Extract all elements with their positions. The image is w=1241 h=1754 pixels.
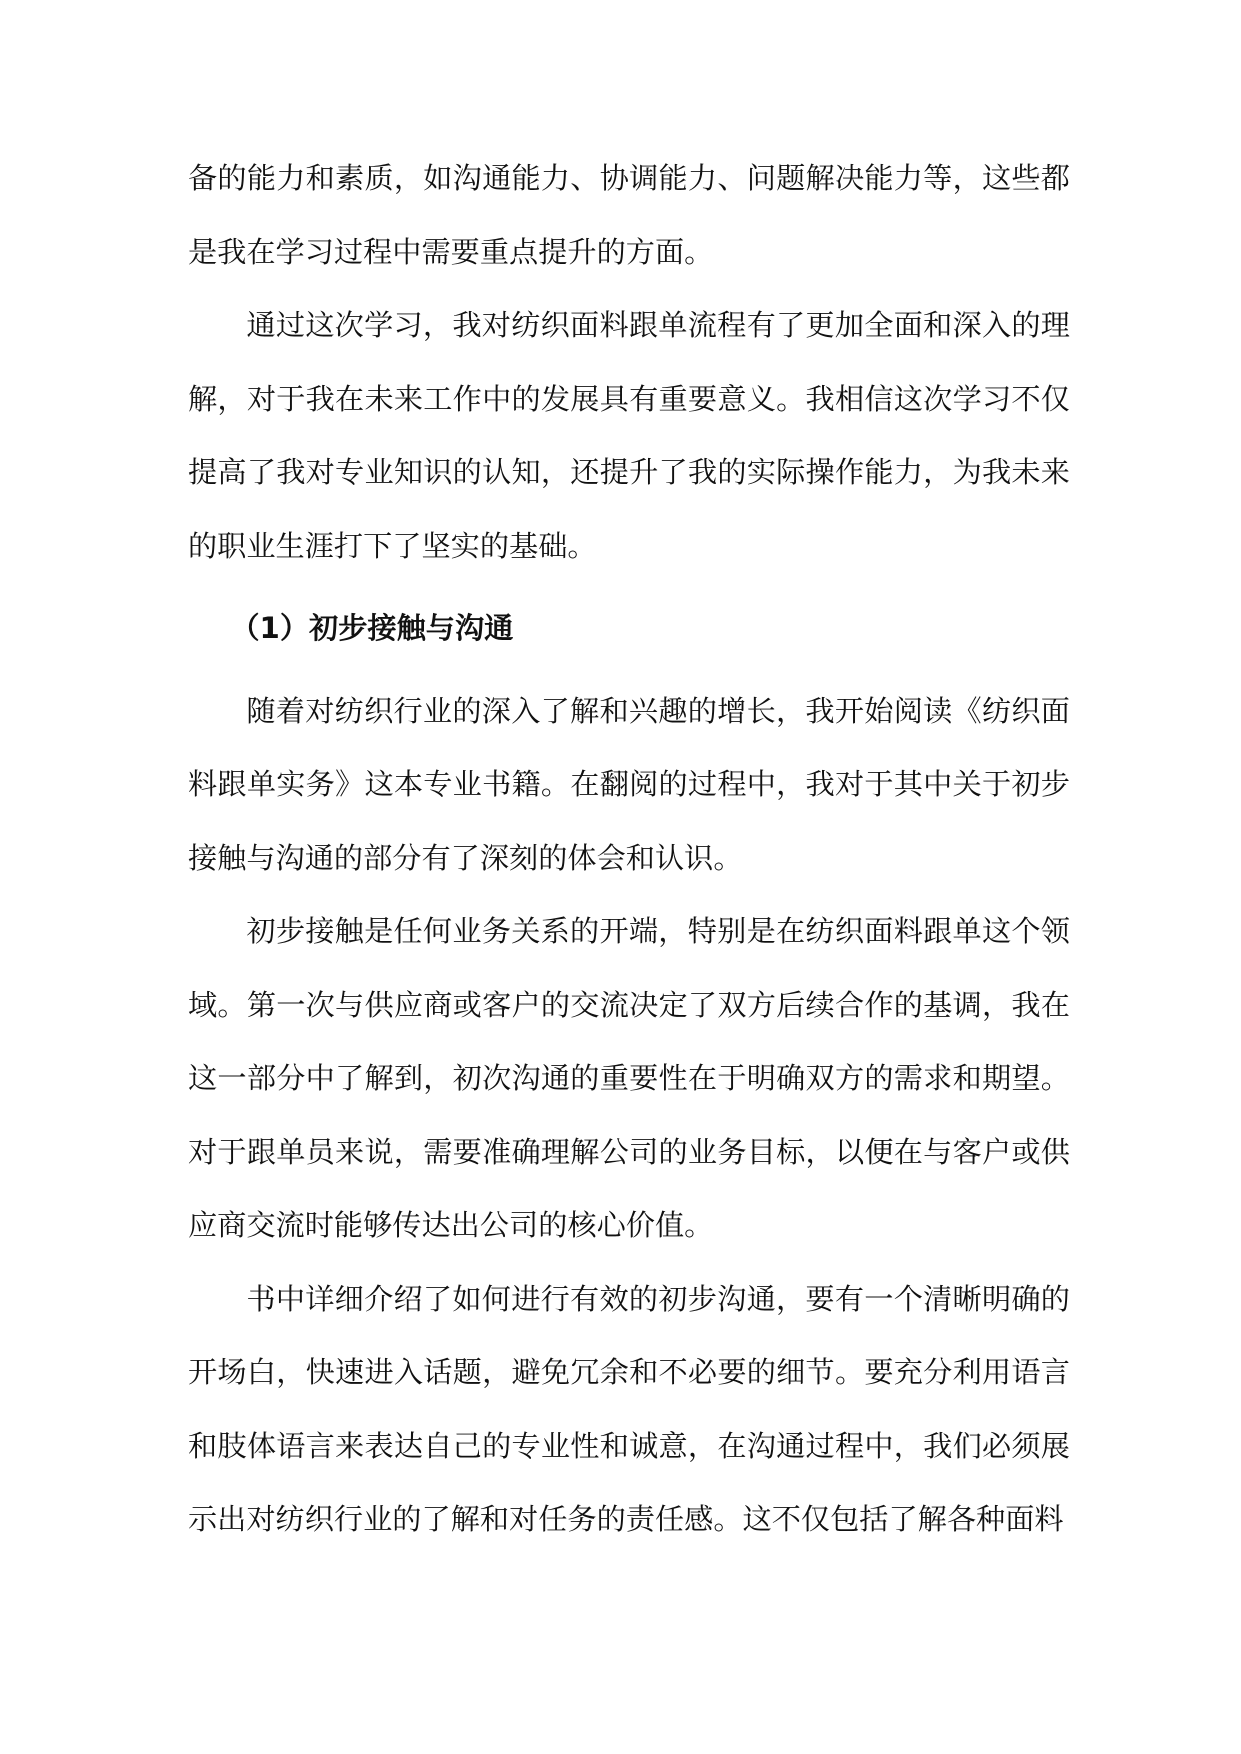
paragraph-learning-summary: 通过这次学习，我对纺织面料跟单流程有了更加全面和深入的理解，对于我在未来工作中的发展具有重要意义。我相信这次学习不仅提高了我对专业知识的认知，还提升了我的实际操作能力，为我未来的职业生涯打下了坚实的基础。 bbox=[188, 308, 1070, 563]
paragraph-effective-communication: 书中详细介绍了如何进行有效的初步沟通，要有一个清晰明确的开场白，快速进入话题，避免冗余和不必要的细节。要充分利用语言和肢体语言来表达自己的专业性和诚意，在沟通过程中，我们必须展示出对纺织行业的了解和对任务的责任感。这不仅包括了解各种面料 bbox=[188, 1281, 1070, 1536]
paragraph-initial-contact: 初步接触是任何业务关系的开端，特别是在纺织面料跟单这个领域。第一次与供应商或客户的交流决定了双方后续合作的基调，我在这一部分中了解到，初次沟通的重要性在于明确双方的需求和期望。对于跟单员来说，需要准确理解公司的业务目标，以便在与客户或供应商交流时能够传达出公司的核心价值。 bbox=[188, 914, 1070, 1242]
paragraph-continuation: 备的能力和素质，如沟通能力、协调能力、问题解决能力等，这些都是我在学习过程中需要重点提升的方面。 bbox=[188, 161, 1070, 269]
paragraph-reading-book: 随着对纺织行业的深入了解和兴趣的增长，我开始阅读《纺织面料跟单实务》这本专业书籍。在翻阅的过程中，我对于其中关于初步接触与沟通的部分有了深刻的体会和认识。 bbox=[188, 693, 1070, 875]
document-body bbox=[188, 142, 1070, 1557]
section-heading: （1）初步接触与沟通 bbox=[230, 611, 514, 645]
